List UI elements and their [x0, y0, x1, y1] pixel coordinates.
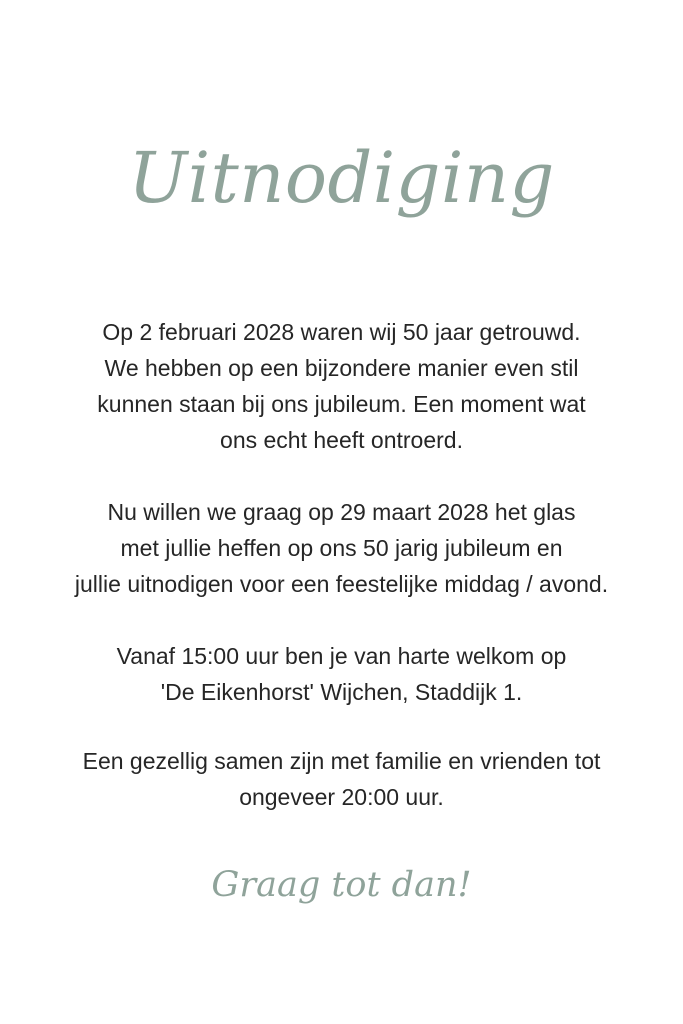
paragraph-line: Een gezellig samen zijn met familie en vrienden tot: [82, 748, 601, 774]
paragraph-line: ons echt heeft ontroerd.: [220, 427, 463, 453]
paragraph-venue: [0, 638, 683, 710]
paragraph-line: Nu willen we graag op 29 maart 2028 het glas: [107, 499, 576, 525]
paragraph-line: 'De Eikenhorst' Wijchen, Staddijk 1.: [160, 679, 523, 705]
paragraph-celebration: [0, 494, 683, 602]
invitation-title: Uitnodiging: [128, 137, 555, 219]
closing-greeting: Graag tot dan!: [211, 865, 472, 905]
paragraph-line: met jullie heffen op ons 50 jarig jubileum en: [120, 535, 563, 561]
paragraph-line: Vanaf 15:00 uur ben je van harte welkom op: [116, 643, 567, 669]
paragraph-anniversary: [0, 314, 683, 458]
paragraph-end-time: [0, 743, 683, 815]
paragraph-line: ongeveer 20:00 uur.: [239, 784, 444, 810]
paragraph-line: kunnen staan bij ons jubileum. Een moment wat: [97, 391, 586, 417]
paragraph-line: Op 2 februari 2028 waren wij 50 jaar getrouwd.: [102, 319, 581, 345]
paragraph-line: We hebben op een bijzondere manier even stil: [104, 355, 579, 381]
paragraph-line: jullie uitnodigen voor een feestelijke middag / avond.: [74, 571, 609, 597]
